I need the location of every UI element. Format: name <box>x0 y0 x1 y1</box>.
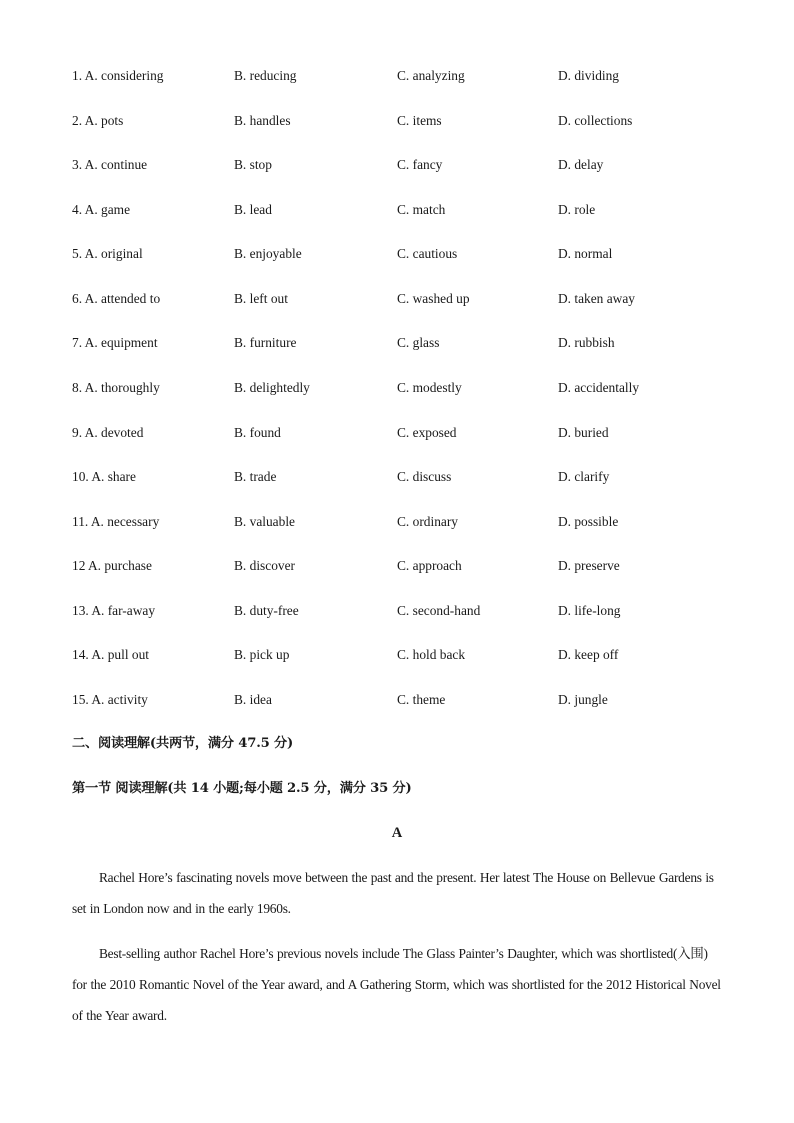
option-b: B. enjoyable <box>234 246 302 261</box>
option-d: D. jungle <box>558 692 608 707</box>
option-c: C. glass <box>397 335 440 350</box>
option-a: 4. A. game <box>72 202 131 217</box>
option-c: C. analyzing <box>397 68 465 83</box>
option-c: C. washed up <box>397 291 470 306</box>
option-d: D. rubbish <box>558 335 615 350</box>
question-row <box>0 555 794 577</box>
option-a: 8. A. thoroughly <box>72 380 160 395</box>
question-row <box>0 199 794 221</box>
option-b: B. duty-free <box>234 603 299 618</box>
option-a: 3. A. continue <box>72 157 148 172</box>
option-b: B. handles <box>234 113 291 128</box>
option-c: C. hold back <box>397 647 466 662</box>
option-d: D. taken away <box>558 291 635 306</box>
option-c: C. cautious <box>397 246 458 261</box>
option-a: 10. A. share <box>72 469 136 484</box>
option-a: 1. A. considering <box>72 68 164 83</box>
option-d: D. life-long <box>558 603 621 618</box>
option-d: D. normal <box>558 246 613 261</box>
option-b: B. trade <box>234 469 277 484</box>
option-c: C. modestly <box>397 380 462 395</box>
option-a: 6. A. attended to <box>72 291 161 306</box>
option-c: C. fancy <box>397 157 443 172</box>
passage-paragraph-1: Rachel Hore’s fascinating novels move between the past and the present. Her latest The House on Bellevue Gardens is set in London now and in the early 1960s. <box>72 870 714 916</box>
option-c: C. second-hand <box>397 603 481 618</box>
option-d: D. buried <box>558 425 609 440</box>
section-heading: 二、阅读理解(共两节，满分 47.5 分) <box>72 736 294 751</box>
option-d: D. collections <box>558 113 633 128</box>
question-row <box>0 65 794 87</box>
question-row <box>0 600 794 622</box>
option-b: B. found <box>234 425 281 440</box>
option-c: C. exposed <box>397 425 457 440</box>
option-b: B. discover <box>234 558 295 573</box>
question-row <box>0 689 794 711</box>
question-row <box>0 511 794 533</box>
option-a: 11. A. necessary <box>72 514 160 529</box>
question-row <box>0 154 794 176</box>
option-b: B. pick up <box>234 647 290 662</box>
option-b: B. delightedly <box>234 380 310 395</box>
question-row <box>0 332 794 354</box>
question-row <box>0 110 794 132</box>
option-a: 15. A. activity <box>72 692 148 707</box>
question-row <box>0 644 794 666</box>
option-c: C. discuss <box>397 469 452 484</box>
option-b: B. reducing <box>234 68 297 83</box>
option-b: B. furniture <box>234 335 297 350</box>
option-d: D. possible <box>558 514 619 529</box>
option-b: B. valuable <box>234 514 295 529</box>
option-d: D. keep off <box>558 647 619 662</box>
question-row <box>0 243 794 265</box>
option-a: 2. A. pots <box>72 113 124 128</box>
option-b: B. stop <box>234 157 272 172</box>
option-c: C. ordinary <box>397 514 458 529</box>
option-d: D. delay <box>558 157 604 172</box>
option-b: B. idea <box>234 692 272 707</box>
option-c: C. approach <box>397 558 462 573</box>
option-a: 12 A. purchase <box>72 558 152 573</box>
question-row <box>0 377 794 399</box>
option-c: C. theme <box>397 692 446 707</box>
option-d: D. preserve <box>558 558 620 573</box>
section-subheading: 第一节 阅读理解(共 14 小题;每小题 2.5 分，满分 35 分) <box>72 781 412 796</box>
option-a: 9. A. devoted <box>72 425 144 440</box>
option-b: B. lead <box>234 202 272 217</box>
option-a: 7. A. equipment <box>72 335 158 350</box>
question-row <box>0 288 794 310</box>
passage-title: A <box>391 825 403 841</box>
option-a: 13. A. far-away <box>72 603 156 618</box>
option-d: D. accidentally <box>558 380 640 395</box>
option-b: B. left out <box>234 291 288 306</box>
option-a: 5. A. original <box>72 246 143 261</box>
option-d: D. role <box>558 202 596 217</box>
option-d: D. clarify <box>558 469 610 484</box>
option-c: C. match <box>397 202 446 217</box>
option-c: C. items <box>397 113 442 128</box>
passage-paragraph-2: Best-selling author Rachel Hore’s previous novels include The Glass Painter’s Daughter, which was shortlisted(入围) for the 2010 Romantic Novel of the Year award, and A Gathering Storm, which was shortlisted for the 2012 Historical Novel of the Year award. <box>72 946 721 1023</box>
question-row <box>0 466 794 488</box>
option-a: 14. A. pull out <box>72 647 150 662</box>
option-d: D. dividing <box>558 68 620 83</box>
question-row <box>0 422 794 444</box>
